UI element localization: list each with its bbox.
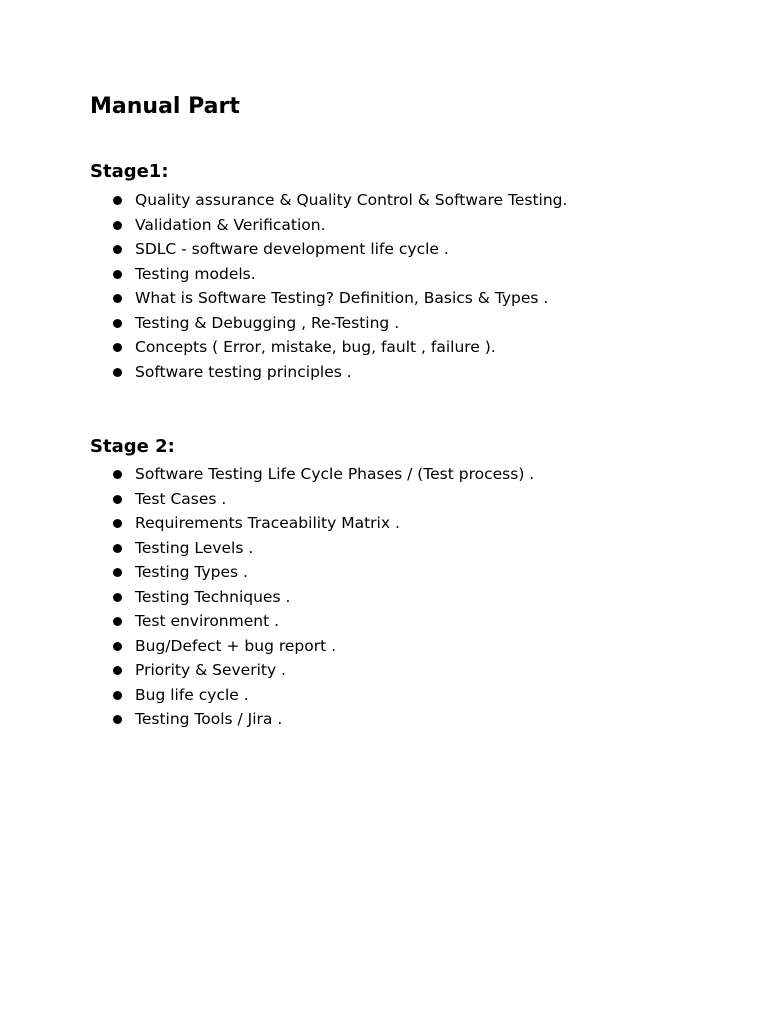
bullet-icon — [113, 544, 122, 553]
list-item-text: Bug life cycle . — [135, 685, 249, 704]
list-item — [0, 462, 534, 487]
list-item-text: Testing & Debugging , Re-Testing . — [135, 313, 400, 332]
list-item-text: Quality assurance & Quality Control & Software Testing. — [135, 191, 568, 209]
list-item-text: Testing Tools / Jira . — [135, 710, 283, 728]
list-item — [0, 634, 534, 659]
list-item-text: What is Software Testing? Definition, Basics & Types . — [135, 289, 549, 307]
bullet-icon — [113, 368, 122, 377]
list-item-text: Test environment . — [135, 612, 280, 630]
list-item-text: SDLC - software development life cycle . — [135, 240, 449, 258]
list-item — [0, 707, 534, 732]
list-item-text: Test Cases . — [135, 489, 227, 508]
bullet-icon — [113, 221, 122, 230]
bullet-icon — [113, 343, 122, 352]
list-item — [0, 360, 567, 385]
list-item — [0, 188, 567, 213]
bullet-icon — [113, 196, 122, 205]
bullet-icon — [113, 245, 122, 254]
list-item-text: Bug/Defect + bug report . — [135, 636, 337, 655]
list-item-text: Requirements Traceability Matrix . — [135, 514, 400, 532]
list-item — [0, 658, 534, 683]
list-item-text: Software Testing Life Cycle Phases / (Test process) . — [135, 465, 535, 483]
list-item — [0, 511, 534, 536]
list-item — [0, 237, 567, 262]
list-item — [0, 487, 534, 512]
list-item — [0, 311, 567, 336]
bullet-icon — [113, 470, 122, 479]
stage-1-heading: Stage1: — [90, 161, 169, 182]
list-item-text: Testing Types . — [135, 563, 248, 581]
document-title: Manual Part — [90, 94, 240, 119]
list-item — [0, 585, 534, 610]
list-item-text: Software testing principles . — [135, 362, 352, 381]
list-item-text: Testing models. — [135, 264, 256, 283]
list-item — [0, 213, 567, 238]
list-item — [0, 286, 567, 311]
list-item-text: Concepts ( Error, mistake, bug, fault , failure ). — [135, 338, 496, 356]
list-item — [0, 560, 534, 585]
list-item-text: Priority & Severity . — [135, 661, 286, 679]
bullet-icon — [113, 294, 122, 303]
stage-2-heading: Stage 2: — [90, 436, 175, 457]
list-item-text: Validation & Verification. — [135, 215, 326, 234]
bullet-icon — [113, 568, 122, 577]
list-item-text: Testing Levels . — [135, 538, 254, 557]
bullet-icon — [113, 642, 122, 651]
stage-2-list — [0, 462, 534, 732]
list-item — [0, 609, 534, 634]
bullet-icon — [113, 319, 122, 328]
bullet-icon — [113, 519, 122, 528]
list-item-text: Testing Techniques . — [135, 587, 291, 606]
bullet-icon — [113, 617, 122, 626]
list-item — [0, 683, 534, 708]
list-item — [0, 536, 534, 561]
bullet-icon — [113, 495, 122, 504]
list-item — [0, 262, 567, 287]
list-item — [0, 335, 567, 360]
bullet-icon — [113, 691, 122, 700]
bullet-icon — [113, 593, 122, 602]
stage-1-list — [0, 188, 567, 384]
bullet-icon — [113, 666, 122, 675]
bullet-icon — [113, 270, 122, 279]
bullet-icon — [113, 715, 122, 724]
